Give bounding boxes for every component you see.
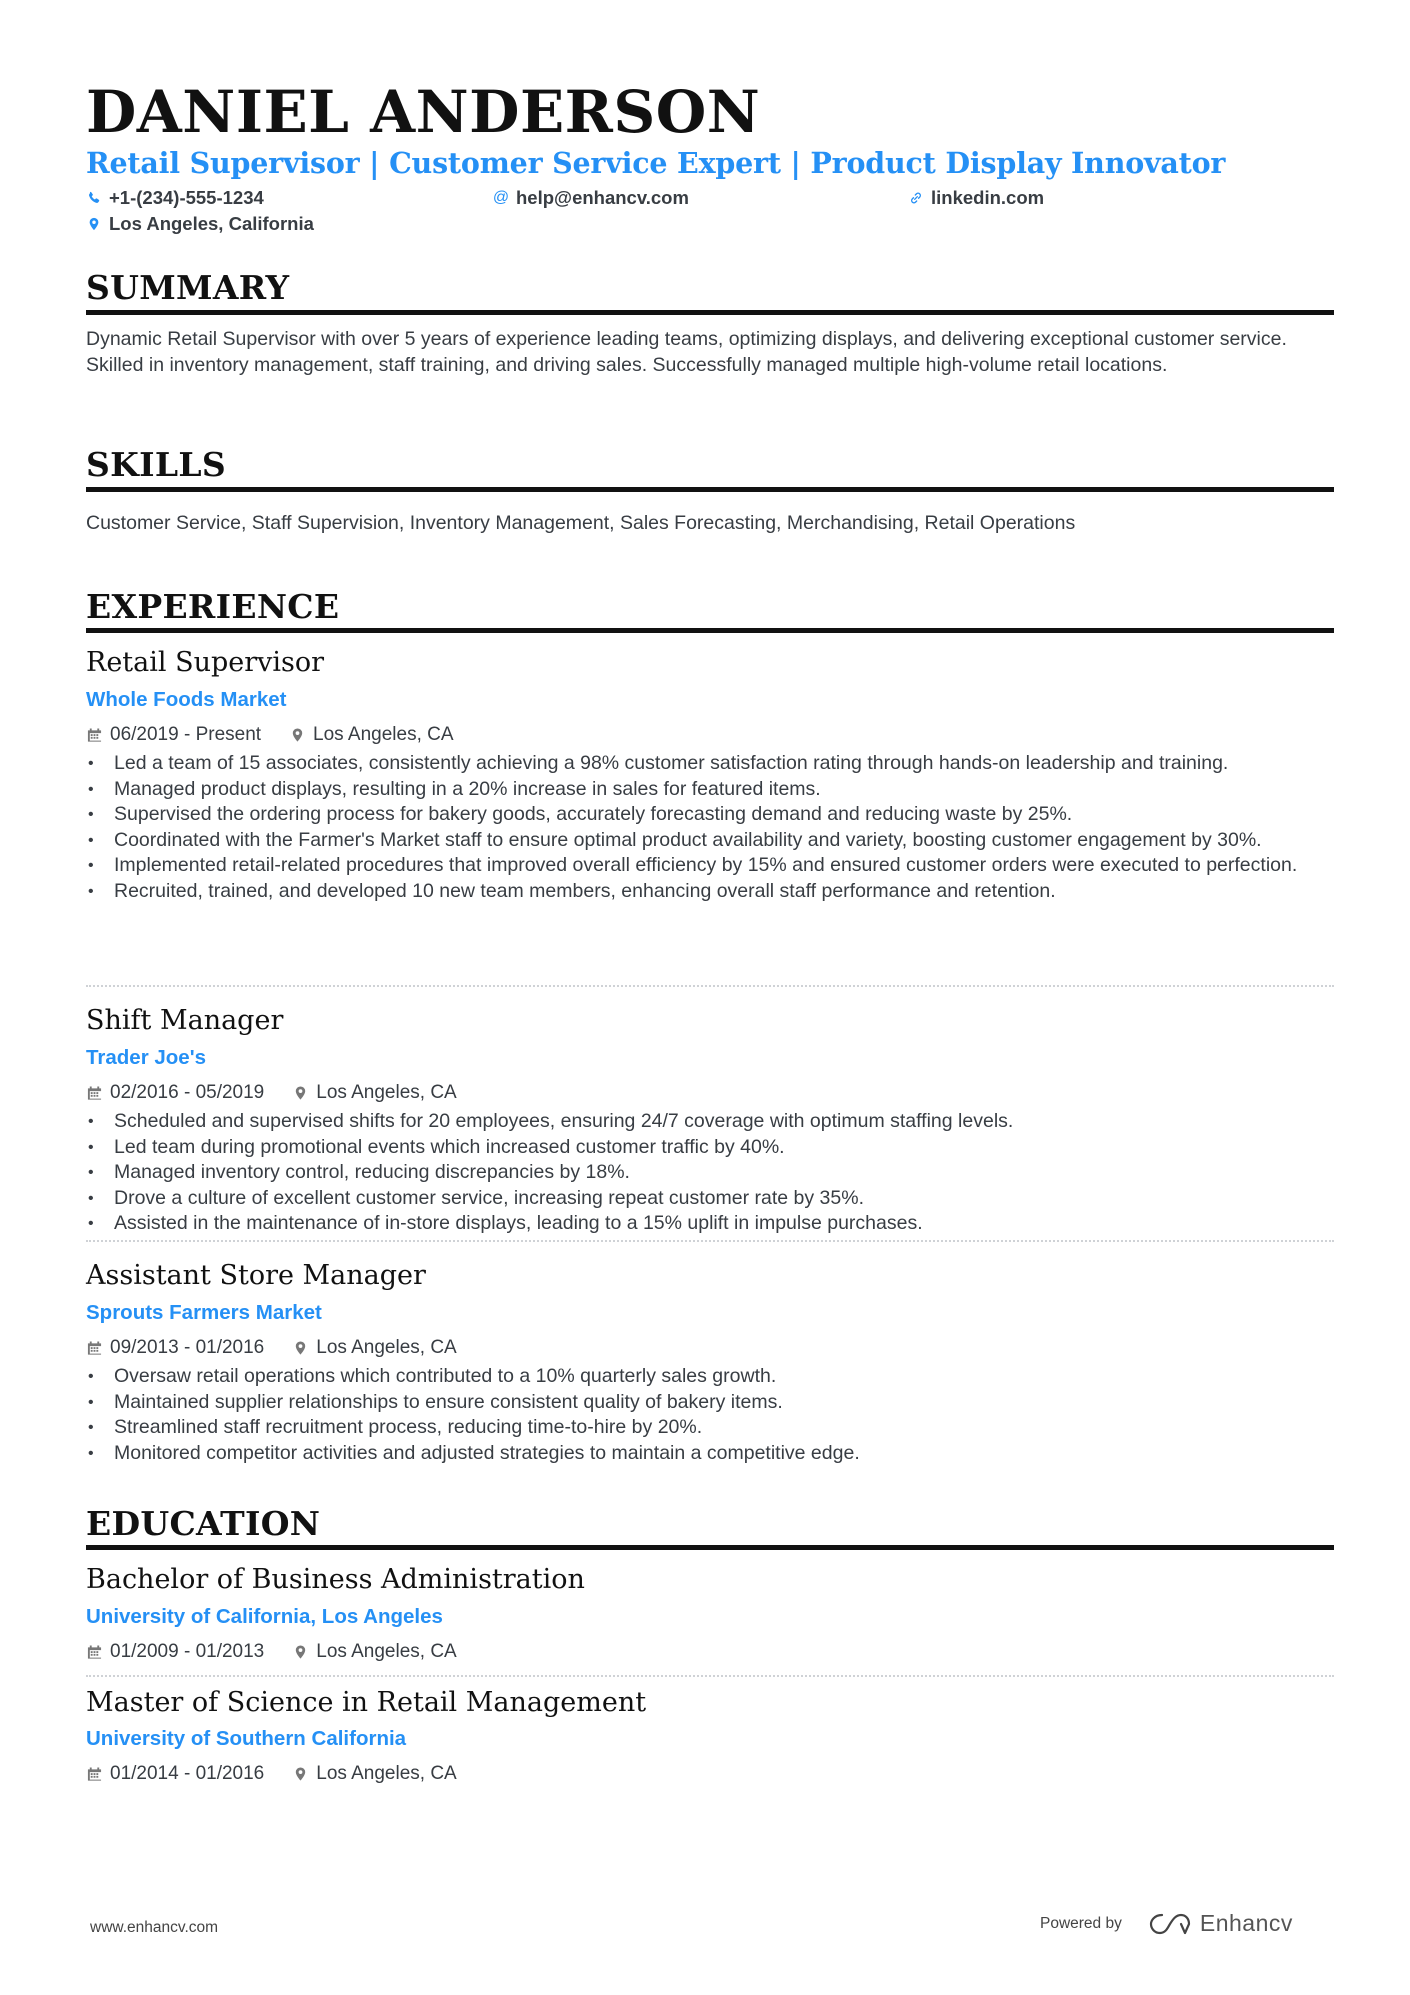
school-name[interactable]: University of California, Los Angeles (86, 1605, 443, 1628)
enhancv-logo-icon (1148, 1911, 1192, 1937)
education-location: Los Angeles, CA (316, 1641, 457, 1662)
linkedin-text: linkedin.com (931, 187, 1045, 208)
section-rule (86, 487, 1334, 492)
calendar-icon (86, 1643, 102, 1661)
job-bullets (86, 1109, 1334, 1237)
education-location: Los Angeles, CA (316, 1763, 457, 1784)
enhancv-brand-text: Enhancv (1199, 1910, 1293, 1936)
entry-divider (86, 1240, 1334, 1242)
school-name[interactable]: University of Southern California (86, 1727, 407, 1750)
summary-text: Dynamic Retail Supervisor with over 5 years of experience leading teams, optimizing displays, and delivering exceptional customer service. Skilled in inventory management, staff training, and driving sales. Successfully managed multiple high-volume retail locations. (86, 328, 1287, 376)
education-dates: 01/2014 - 01/2016 (110, 1763, 265, 1784)
list-item: • Recruited, trained, and developed 10 new team members, enhancing overall staff performance and retention. (86, 879, 1334, 905)
list-item: • Managed inventory control, reducing discrepancies by 18%. (86, 1160, 1334, 1186)
map-pin-icon (86, 216, 102, 232)
list-item: • Oversaw retail operations which contributed to a 10% quarterly sales growth. (86, 1364, 1334, 1390)
contact-phone[interactable] (86, 186, 264, 210)
job-title: Assistant Store Manager (86, 1260, 426, 1291)
map-pin-icon (289, 726, 305, 744)
job-company[interactable]: Sprouts Farmers Market (86, 1301, 322, 1324)
map-pin-icon (292, 1643, 308, 1661)
job-title: Retail Supervisor (86, 647, 325, 678)
link-icon (908, 190, 924, 206)
location-text: Los Angeles, California (109, 213, 314, 234)
map-pin-icon (292, 1765, 308, 1783)
candidate-name: DANIEL ANDERSON (86, 78, 761, 146)
section-rule (86, 628, 1334, 633)
job-company[interactable]: Whole Foods Market (86, 688, 287, 711)
email-text: help@enhancv.com (516, 187, 689, 208)
footer-website-link[interactable]: www.enhancv.com (90, 1919, 219, 1936)
calendar-icon (86, 1339, 102, 1357)
job-location: Los Angeles, CA (316, 1082, 457, 1103)
job-company[interactable]: Trader Joe's (86, 1046, 206, 1069)
section-title-experience: EXPERIENCE (86, 587, 340, 626)
list-item: • Supervised the ordering process for bakery goods, accurately forecasting demand and reducing waste by 25%. (86, 802, 1334, 828)
job-title: Shift Manager (86, 1005, 284, 1036)
job-dates: 02/2016 - 05/2019 (110, 1082, 265, 1103)
calendar-icon (86, 1084, 102, 1102)
section-rule (86, 1545, 1334, 1550)
list-item: • Managed product displays, resulting in a 20% increase in sales for featured items. (86, 777, 1334, 803)
calendar-icon (86, 1765, 102, 1783)
calendar-icon (86, 726, 102, 744)
list-item: • Led team during promotional events which increased customer traffic by 40%. (86, 1135, 1334, 1161)
map-pin-icon (292, 1339, 308, 1357)
education-meta (86, 1640, 457, 1664)
at-icon: @ (492, 189, 510, 206)
degree-title: Bachelor of Business Administration (86, 1564, 585, 1595)
job-bullets (86, 751, 1334, 905)
phone-icon (86, 190, 102, 206)
job-meta (86, 1336, 457, 1360)
education-dates: 01/2009 - 01/2013 (110, 1641, 265, 1662)
list-item: • Drove a culture of excellent customer service, increasing repeat customer rate by 35%. (86, 1186, 1334, 1212)
degree-title: Master of Science in Retail Management (86, 1687, 647, 1718)
phone-text: +1-(234)-555-1234 (109, 187, 264, 208)
entry-divider (86, 1675, 1334, 1677)
section-title-skills: SKILLS (86, 445, 226, 484)
skills-text: Customer Service, Staff Supervision, Inventory Management, Sales Forecasting, Merchandising, Retail Operations (86, 512, 1076, 534)
contact-linkedin[interactable] (908, 186, 1044, 210)
footer-powered-by[interactable] (1040, 1910, 1293, 1937)
contact-email[interactable] (493, 186, 689, 210)
list-item: • Monitored competitor activities and adjusted strategies to maintain a competitive edge. (86, 1441, 1334, 1467)
job-location: Los Angeles, CA (316, 1337, 457, 1358)
list-item: • Coordinated with the Farmer's Market staff to ensure optimal product availability and variety, boosting customer engagement by 30%. (86, 828, 1334, 854)
map-pin-icon (292, 1084, 308, 1102)
list-item: • Implemented retail-related procedures that improved overall efficiency by 15% and ensured customer orders were executed to perfection. (86, 853, 1334, 879)
contact-location (86, 212, 314, 236)
entry-divider (86, 985, 1334, 987)
powered-by-label: Powered by (1040, 1914, 1122, 1932)
list-item: • Maintained supplier relationships to ensure consistent quality of bakery items. (86, 1390, 1334, 1416)
enhancv-logo (1148, 1910, 1293, 1937)
candidate-headline: Retail Supervisor | Customer Service Expert | Product Display Innovator (86, 146, 1226, 180)
list-item: • Scheduled and supervised shifts for 20 employees, ensuring 24/7 coverage with optimum staffing levels. (86, 1109, 1334, 1135)
job-meta (86, 723, 454, 747)
list-item: • Streamlined staff recruitment process, reducing time-to-hire by 20%. (86, 1415, 1334, 1441)
job-dates: 09/2013 - 01/2016 (110, 1337, 265, 1358)
education-meta (86, 1762, 457, 1786)
section-title-education: EDUCATION (86, 1504, 321, 1543)
job-location: Los Angeles, CA (313, 724, 454, 745)
section-title-summary: SUMMARY (86, 268, 290, 307)
job-dates: 06/2019 - Present (110, 724, 262, 745)
job-bullets (86, 1364, 1334, 1466)
list-item: • Led a team of 15 associates, consistently achieving a 98% customer satisfaction rating through hands-on leadership and training. (86, 751, 1334, 777)
job-meta (86, 1081, 457, 1105)
list-item: • Assisted in the maintenance of in-store displays, leading to a 15% uplift in impulse purchases. (86, 1211, 1334, 1237)
section-rule (86, 310, 1334, 315)
